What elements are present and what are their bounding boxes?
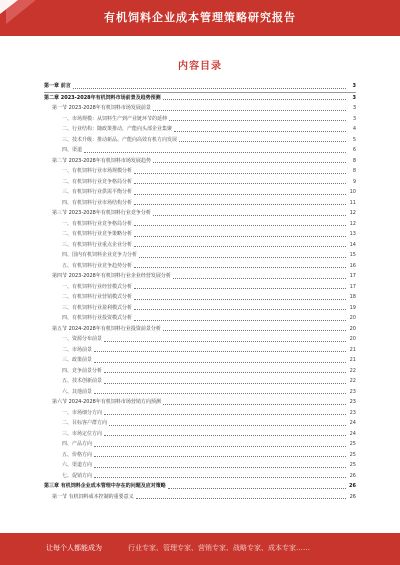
toc-dot-leader — [94, 456, 346, 457]
toc-entry-label: 第四节 2023-2028年有机饲料行业企业经营发展分析 — [52, 273, 171, 279]
toc-entry[interactable] — [44, 114, 356, 125]
toc-entry[interactable] — [44, 439, 356, 450]
toc-entry[interactable] — [44, 271, 356, 282]
toc-entry-label: 第二节 2023-2028年有机饲料市场发展趋势 — [52, 157, 151, 164]
toc-entry-label: 四、有机饲料行业市场结构分析 — [62, 199, 133, 206]
toc-entry[interactable] — [44, 198, 356, 209]
toc-entry-page: 20 — [349, 315, 356, 321]
toc-entry-page: 15 — [349, 252, 356, 258]
toc-entry-page: 9 — [352, 178, 356, 185]
toc-entry-page: 10 — [349, 189, 356, 195]
toc-entry-page: 26 — [349, 483, 356, 489]
toc-entry-label: 二、有机饲料行业竞争策略分析 — [62, 231, 133, 237]
toc-dot-leader — [163, 330, 346, 331]
toc-entry[interactable] — [44, 187, 356, 198]
toc-entry-label: 第二章 2023-2028年有机饲料市场前景及趋势预测 — [44, 94, 161, 101]
toc-dot-leader — [163, 99, 346, 100]
toc-dot-leader — [104, 414, 346, 415]
toc-entry-label: 三、技术升级：推动新品、产能向高效有机方向发展 — [62, 136, 178, 143]
toc-entry[interactable] — [44, 240, 356, 251]
toc-entry[interactable] — [44, 135, 356, 146]
toc-entry-page: 23 — [349, 388, 356, 395]
toc-entry[interactable] — [44, 292, 356, 303]
toc-entry-page: 26 — [349, 493, 356, 500]
toc-entry-page: 16 — [349, 262, 356, 269]
toc-entry-label: 第三节 2023-2028年有机饲料行业竞争分析 — [52, 210, 151, 216]
toc-dot-leader — [104, 383, 346, 384]
toc-entry-label: 二、有机饲料行业竞争格局分析 — [62, 178, 133, 185]
toc-dot-leader — [94, 467, 346, 468]
toc-entry-page: 20 — [349, 325, 356, 332]
toc-entry-label: 一、有机饲料行业经营模式分析 — [62, 283, 133, 290]
toc-entry-page: 26 — [349, 472, 356, 479]
toc-entry[interactable] — [44, 166, 356, 177]
toc-dot-leader — [134, 236, 346, 237]
toc-dot-leader — [179, 141, 346, 142]
toc-title: 内容目录 — [178, 61, 222, 72]
toc-dot-leader — [134, 309, 346, 310]
toc-entry-page: 13 — [349, 231, 356, 237]
toc-entry-page: 25 — [349, 451, 356, 458]
toc-entry-page: 21 — [349, 357, 356, 363]
toc-entry-page: 19 — [349, 304, 356, 311]
toc-entry[interactable] — [44, 355, 356, 366]
toc-entry-label: 五、技术创新前景 — [62, 378, 103, 384]
toc-entry-label: 一、市场规模：从饲料生产到产业链环节的延伸 — [62, 115, 168, 122]
toc-entry-page: 3 — [352, 115, 356, 122]
toc-entry[interactable] — [44, 450, 356, 461]
toc-entry-label: 一、市场细分方向 — [62, 409, 103, 416]
toc-entry-label: 一、有机饲料行业市场规模分析 — [62, 168, 133, 174]
toc-dot-leader — [73, 88, 346, 89]
toc-entry-page: 18 — [349, 294, 356, 300]
toc-dot-leader — [174, 131, 346, 132]
toc-entry-label: 三、有机饲料行业供需平衡分析 — [62, 189, 133, 195]
toc-entry-label: 四、竞争前景分析 — [62, 367, 103, 374]
toc-entry[interactable] — [44, 376, 356, 387]
toc-entry-label: 五、价格方向 — [62, 451, 93, 458]
toc-entry-page: 14 — [349, 241, 356, 248]
toc-dot-leader — [94, 351, 346, 352]
toc-entry[interactable] — [44, 124, 356, 135]
toc-entry[interactable] — [44, 429, 356, 440]
toc-entry-label: 第五节 2024-2028年有机饲料行业投资前景分析 — [52, 325, 161, 332]
toc-entry-label: 二、市场前景 — [62, 346, 93, 353]
header-bar — [0, 0, 400, 36]
toc-entry-label: 一、资源分布前景 — [62, 336, 103, 342]
toc-entry[interactable] — [44, 471, 356, 482]
toc-dot-leader — [134, 288, 346, 289]
toc-entry[interactable] — [44, 345, 356, 356]
toc-entry-label: 三、市场定位方向 — [62, 430, 103, 437]
toc-entry-page: 17 — [349, 283, 356, 290]
toc-entry-page: 12 — [349, 210, 356, 216]
toc-entry-page: 3 — [352, 83, 356, 89]
toc-dot-leader — [134, 173, 346, 174]
toc-dot-leader — [153, 215, 346, 216]
toc-dot-leader — [169, 120, 346, 121]
toc-dot-leader — [153, 162, 346, 163]
toc-entry-page: 8 — [352, 157, 356, 164]
toc-dot-leader — [104, 435, 346, 436]
toc-entry[interactable] — [44, 219, 356, 230]
toc-entry[interactable] — [44, 387, 356, 398]
toc-entry-label: 第六节 2024-2028年有机饲料市场营销方向预测 — [52, 399, 161, 405]
toc-entry[interactable] — [44, 313, 356, 324]
toc-entry[interactable] — [44, 250, 356, 261]
toc-entry-label: 二、有机饲料行业营销模式分析 — [62, 294, 133, 300]
toc-dot-leader — [104, 372, 346, 373]
toc-dot-leader — [109, 425, 346, 426]
toc-dot-leader — [134, 204, 346, 205]
toc-entry-label: 二、行业结构：随政策推动，产能向头部企业集聚 — [62, 126, 173, 132]
toc-entry-label: 第一节 2023-2028年有机饲料市场发展前景 — [52, 105, 151, 111]
toc-dot-leader — [163, 404, 346, 405]
toc-dot-leader — [139, 257, 346, 258]
toc-dot-leader — [94, 362, 346, 363]
toc-entry-label: 六、渠道方向 — [62, 462, 93, 468]
toc-dot-leader — [84, 152, 346, 153]
toc-entry[interactable] — [44, 324, 356, 335]
toc-entry-label: 三、政策前景 — [62, 357, 93, 363]
toc-entry-page: 11 — [349, 199, 356, 206]
toc-entry-page: 22 — [349, 378, 356, 384]
toc-entry[interactable] — [44, 282, 356, 293]
toc-dot-leader — [134, 267, 346, 268]
toc-entry-page: 12 — [349, 220, 356, 227]
toc-entry[interactable] — [44, 481, 356, 492]
toc-entry-label: 三、有机饲料行业盈利模式分析 — [62, 304, 133, 311]
toc-entry[interactable] — [44, 145, 356, 156]
toc-entry-page: 23 — [349, 399, 356, 405]
toc-dot-leader — [104, 341, 346, 342]
toc-dot-leader — [153, 110, 346, 111]
toc-entry-page: 6 — [352, 147, 356, 153]
toc-dot-leader — [134, 299, 346, 300]
toc-entry[interactable] — [44, 208, 356, 219]
toc-entry-label: 二、目标客户群方向 — [62, 420, 108, 426]
toc-dot-leader — [134, 246, 346, 247]
toc-entry[interactable] — [44, 303, 356, 314]
toc-entry-page: 24 — [349, 420, 356, 426]
toc-entry[interactable] — [44, 397, 356, 408]
toc-entry-page: 23 — [349, 409, 356, 416]
toc-entry[interactable] — [44, 418, 356, 429]
toc-entry-page: 4 — [352, 126, 356, 132]
toc-entry[interactable] — [44, 366, 356, 377]
report-title: 有机饲料企业成本管理策略研究报告 — [104, 11, 296, 24]
toc-entry-page: 3 — [352, 94, 356, 101]
toc-entry-label: 四、渠道 — [62, 147, 83, 153]
toc-entry[interactable] — [44, 81, 356, 93]
toc-entry-label: 三、有机饲料行业重点企业分析 — [62, 241, 133, 248]
toc-entry-label: 第一节 有机饲料成本控制的重要意义 — [52, 493, 134, 500]
toc-entry-label: 四、有机饲料行业投资模式分析 — [62, 315, 133, 321]
toc-entry[interactable] — [44, 103, 356, 114]
toc-dot-leader — [134, 194, 346, 195]
toc-entry[interactable] — [44, 261, 356, 272]
toc-entry-label: 五、有机饲料行业竞争趋势分析 — [62, 262, 133, 269]
footer-slogan: 让每个人都能成为 — [46, 544, 102, 552]
toc-entry[interactable] — [44, 229, 356, 240]
toc-entry-label: 四、国内有机饲料企业竞争力分析 — [62, 252, 138, 258]
toc-entry[interactable] — [44, 460, 356, 471]
toc-dot-leader — [136, 498, 346, 499]
toc-entry-page: 22 — [349, 367, 356, 374]
toc-entry-label: 四、产品方向 — [62, 441, 93, 447]
toc-entry[interactable] — [44, 492, 356, 503]
toc-entry-page: 21 — [349, 346, 356, 353]
toc-entry[interactable] — [44, 177, 356, 188]
table-of-contents — [44, 81, 356, 502]
toc-dot-leader — [94, 477, 346, 478]
footer-bar — [0, 533, 400, 565]
toc-entry[interactable] — [44, 408, 356, 419]
toc-entry-page: 17 — [349, 273, 356, 279]
toc-dot-leader — [94, 393, 346, 394]
toc-entry-label: 第一章 前言 — [44, 83, 71, 89]
toc-entry-page: 3 — [352, 105, 356, 111]
toc-dot-leader — [168, 488, 346, 489]
toc-entry-page: 5 — [352, 136, 356, 143]
toc-dot-leader — [173, 278, 346, 279]
toc-entry-label: 六、其他前景 — [62, 388, 93, 395]
toc-entry-page: 24 — [349, 430, 356, 437]
toc-entry-label: 一、有机饲料行业竞争格局分析 — [62, 220, 133, 227]
toc-dot-leader — [134, 183, 346, 184]
toc-entry-page: 25 — [349, 441, 356, 447]
footer-expert-list: 行业专家、管理专家、营销专家、战略专家、成本专家…… — [128, 544, 310, 552]
toc-entry-page: 8 — [352, 168, 356, 174]
toc-dot-leader — [134, 320, 346, 321]
toc-entry[interactable] — [44, 334, 356, 345]
toc-dot-leader — [94, 446, 346, 447]
toc-entry-page: 25 — [349, 462, 356, 468]
toc-entry-page: 20 — [349, 336, 356, 342]
toc-entry-label: 七、促销方向 — [62, 472, 93, 479]
toc-entry[interactable] — [44, 156, 356, 167]
toc-entry[interactable] — [44, 93, 356, 104]
toc-entry-label: 第三章 有机饲料企业成本管理中存在的问题及应对策略 — [44, 483, 166, 489]
toc-dot-leader — [134, 225, 346, 226]
